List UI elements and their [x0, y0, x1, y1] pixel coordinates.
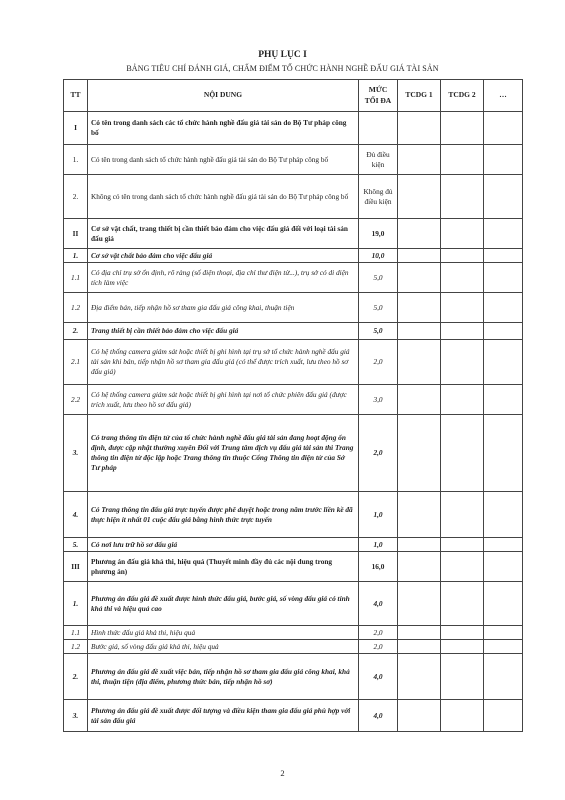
row-number: 2.1: [64, 340, 88, 385]
row-tcdg2: [441, 175, 484, 219]
col-header-tcdg1: TCDG 1: [398, 80, 441, 112]
col-header-tt: TT: [64, 80, 88, 112]
row-more: [484, 175, 523, 219]
row-tcdg2: [441, 323, 484, 340]
row-more: [484, 385, 523, 415]
row-max-score: 3,0: [359, 385, 398, 415]
row-tcdg2: [441, 145, 484, 175]
row-tcdg1: [398, 340, 441, 385]
row-tcdg1: [398, 112, 441, 145]
table-row: [64, 145, 523, 175]
row-tcdg2: [441, 626, 484, 640]
row-more: [484, 492, 523, 538]
row-content: Có tên trong danh sách tổ chức hành nghề đấu giá tài sản do Bộ Tư pháp công bố: [88, 145, 359, 175]
row-number: I: [64, 112, 88, 145]
row-tcdg1: [398, 654, 441, 700]
row-more: [484, 654, 523, 700]
row-max-score: 2,0: [359, 626, 398, 640]
row-tcdg1: [398, 582, 441, 626]
table-row: [64, 654, 523, 700]
row-tcdg1: [398, 385, 441, 415]
table-row: [64, 249, 523, 263]
row-number: 1.2: [64, 293, 88, 323]
row-tcdg1: [398, 538, 441, 552]
table-row: [64, 552, 523, 582]
row-tcdg1: [398, 415, 441, 492]
row-max-score: 4,0: [359, 582, 398, 626]
row-number: 3.: [64, 415, 88, 492]
row-tcdg2: [441, 263, 484, 293]
row-max-score: 4,0: [359, 700, 398, 732]
row-number: 1.: [64, 249, 88, 263]
row-max-score: 1,0: [359, 492, 398, 538]
table-row: [64, 175, 523, 219]
row-content: Có nơi lưu trữ hồ sơ đấu giá: [88, 538, 359, 552]
row-number: 1.1: [64, 626, 88, 640]
row-more: [484, 323, 523, 340]
row-tcdg2: [441, 340, 484, 385]
row-number: 2.: [64, 654, 88, 700]
table-row: [64, 640, 523, 654]
table-row: [64, 415, 523, 492]
row-more: [484, 415, 523, 492]
row-more: [484, 626, 523, 640]
table-row: [64, 492, 523, 538]
row-number: 4.: [64, 492, 88, 538]
row-more: [484, 700, 523, 732]
row-tcdg1: [398, 293, 441, 323]
row-number: 1.1: [64, 263, 88, 293]
row-max-score: 19,0: [359, 219, 398, 249]
col-header-content: NỘI DUNG: [88, 80, 359, 112]
row-max-score: 2,0: [359, 640, 398, 654]
table-row: [64, 263, 523, 293]
table-row: [64, 626, 523, 640]
row-tcdg1: [398, 700, 441, 732]
table-row: [64, 385, 523, 415]
row-number: 2.: [64, 323, 88, 340]
row-max-score: 10,0: [359, 249, 398, 263]
table-row: [64, 582, 523, 626]
page-title: PHỤ LỤC I: [258, 50, 307, 60]
row-tcdg2: [441, 492, 484, 538]
row-more: [484, 145, 523, 175]
row-number: 1.: [64, 582, 88, 626]
row-tcdg2: [441, 249, 484, 263]
table-row: [64, 700, 523, 732]
row-content: Không có tên trong danh sách tổ chức hành nghề đấu giá tài sản do Bộ Tư pháp công bố: [88, 175, 359, 219]
row-tcdg2: [441, 700, 484, 732]
row-content: Có địa chỉ trụ sở ổn định, rõ ràng (số điện thoại, địa chỉ thư điện tử...), trụ sở có di diện tích làm việc: [88, 263, 359, 293]
row-content: Có Trang thông tin đấu giá trực tuyến được phê duyệt hoặc trong năm trước liền kề đã thực hiện ít nhất 01 cuộc đấu giá bằng hình thức trực tuyến: [88, 492, 359, 538]
row-more: [484, 219, 523, 249]
row-max-score: Đủ điều kiện: [359, 145, 398, 175]
row-tcdg1: [398, 323, 441, 340]
row-number: II: [64, 219, 88, 249]
row-content: Có hệ thống camera giám sát hoặc thiết bị ghi hình tại trụ sở tổ chức hành nghề đấu giá tài sản khi bán, tiếp nhận hồ sơ tham gia đấu giá (có thể được trích xuất, lưu theo hồ sơ đấu giá): [88, 340, 359, 385]
row-number: 2.: [64, 175, 88, 219]
row-content: Phương án đấu giá đề xuất được hình thức đấu giá, bước giá, số vòng đấu giá có tính khả thi và hiệu quả cao: [88, 582, 359, 626]
col-header-more: …: [484, 80, 523, 112]
row-content: Có trang thông tin điện tử của tổ chức hành nghề đấu giá tài sản đang hoạt động ổn định, được cập nhật thường xuyên Đối với Trung tâm dịch vụ đấu giá tài sản thì Trang thông tin điện tử độc lập hoặc Trang thông tin thuộc Cổng Thông tin điện tử của Sở Tư pháp: [88, 415, 359, 492]
row-number: 1.: [64, 145, 88, 175]
row-max-score: 5,0: [359, 263, 398, 293]
table-row: [64, 219, 523, 249]
row-tcdg1: [398, 175, 441, 219]
row-tcdg2: [441, 640, 484, 654]
row-max-score: 5,0: [359, 293, 398, 323]
row-number: 1.2: [64, 640, 88, 654]
row-content: Hình thức đấu giá khả thi, hiệu quả: [88, 626, 359, 640]
row-tcdg2: [441, 219, 484, 249]
row-more: [484, 263, 523, 293]
row-tcdg2: [441, 112, 484, 145]
row-more: [484, 340, 523, 385]
criteria-table: [63, 79, 523, 732]
row-max-score: Không đủ điều kiện: [359, 175, 398, 219]
row-tcdg1: [398, 249, 441, 263]
row-tcdg1: [398, 626, 441, 640]
row-content: Cơ sở vật chất bảo đảm cho việc đấu giá: [88, 249, 359, 263]
row-more: [484, 582, 523, 626]
row-tcdg2: [441, 293, 484, 323]
row-content: Phương án đấu giá đề xuất được đối tượng và điều kiện tham gia đấu giá phù hợp với tài sản đấu giá: [88, 700, 359, 732]
row-number: III: [64, 552, 88, 582]
row-tcdg1: [398, 145, 441, 175]
row-number: 3.: [64, 700, 88, 732]
row-more: [484, 640, 523, 654]
table-row: [64, 538, 523, 552]
row-tcdg1: [398, 552, 441, 582]
row-tcdg2: [441, 415, 484, 492]
row-number: 2.2: [64, 385, 88, 415]
row-more: [484, 538, 523, 552]
row-max-score: 16,0: [359, 552, 398, 582]
row-max-score: [359, 112, 398, 145]
row-content: Địa điểm bán, tiếp nhận hồ sơ tham gia đấu giá công khai, thuận tiện: [88, 293, 359, 323]
row-more: [484, 249, 523, 263]
col-header-tcdg2: TCDG 2: [441, 80, 484, 112]
table-header-row: [64, 80, 523, 112]
row-content: Phương án đấu giá đề xuất việc bán, tiếp nhận hồ sơ tham gia đấu giá công khai, khả thi, thuận tiện (địa điểm, phương thức bán, tiếp nhận hồ sơ): [88, 654, 359, 700]
table-row: [64, 293, 523, 323]
row-tcdg2: [441, 582, 484, 626]
row-content: Trang thiết bị cần thiết bảo đảm cho việc đấu giá: [88, 323, 359, 340]
col-header-max: MỨC TỐI ĐA: [359, 80, 398, 112]
page-number: 2: [280, 768, 285, 778]
table-row: [64, 112, 523, 145]
row-content: Có tên trong danh sách các tổ chức hành nghề đấu giá tài sản do Bộ Tư pháp công bố: [88, 112, 359, 145]
row-content: Bước giá, số vòng đấu giá khả thi, hiệu quả: [88, 640, 359, 654]
row-tcdg2: [441, 385, 484, 415]
row-tcdg1: [398, 492, 441, 538]
row-content: Cơ sở vật chất, trang thiết bị cần thiết bảo đảm cho việc đấu giá đối với loại tài sản đấu giá: [88, 219, 359, 249]
row-number: 5.: [64, 538, 88, 552]
row-max-score: 5,0: [359, 323, 398, 340]
row-content: Phương án đấu giá khả thi, hiệu quả (Thuyết minh đầy đủ các nội dung trong phương án): [88, 552, 359, 582]
row-more: [484, 293, 523, 323]
row-tcdg1: [398, 219, 441, 249]
row-tcdg2: [441, 654, 484, 700]
row-more: [484, 552, 523, 582]
row-tcdg1: [398, 263, 441, 293]
page-subtitle: BẢNG TIÊU CHÍ ĐÁNH GIÁ, CHẤM ĐIỂM TỔ CHỨC HÀNH NGHỀ ĐẤU GIÁ TÀI SẢN: [126, 64, 439, 73]
row-tcdg1: [398, 640, 441, 654]
row-more: [484, 112, 523, 145]
row-max-score: 2,0: [359, 415, 398, 492]
row-content: Có hệ thống camera giám sát hoặc thiết bị ghi hình tại nơi tổ chức phiên đấu giá (được trích xuất, lưu theo hồ sơ đấu giá): [88, 385, 359, 415]
row-tcdg2: [441, 552, 484, 582]
row-tcdg2: [441, 538, 484, 552]
table-row: [64, 323, 523, 340]
row-max-score: 1,0: [359, 538, 398, 552]
table-row: [64, 340, 523, 385]
row-max-score: 4,0: [359, 654, 398, 700]
row-max-score: 2,0: [359, 340, 398, 385]
